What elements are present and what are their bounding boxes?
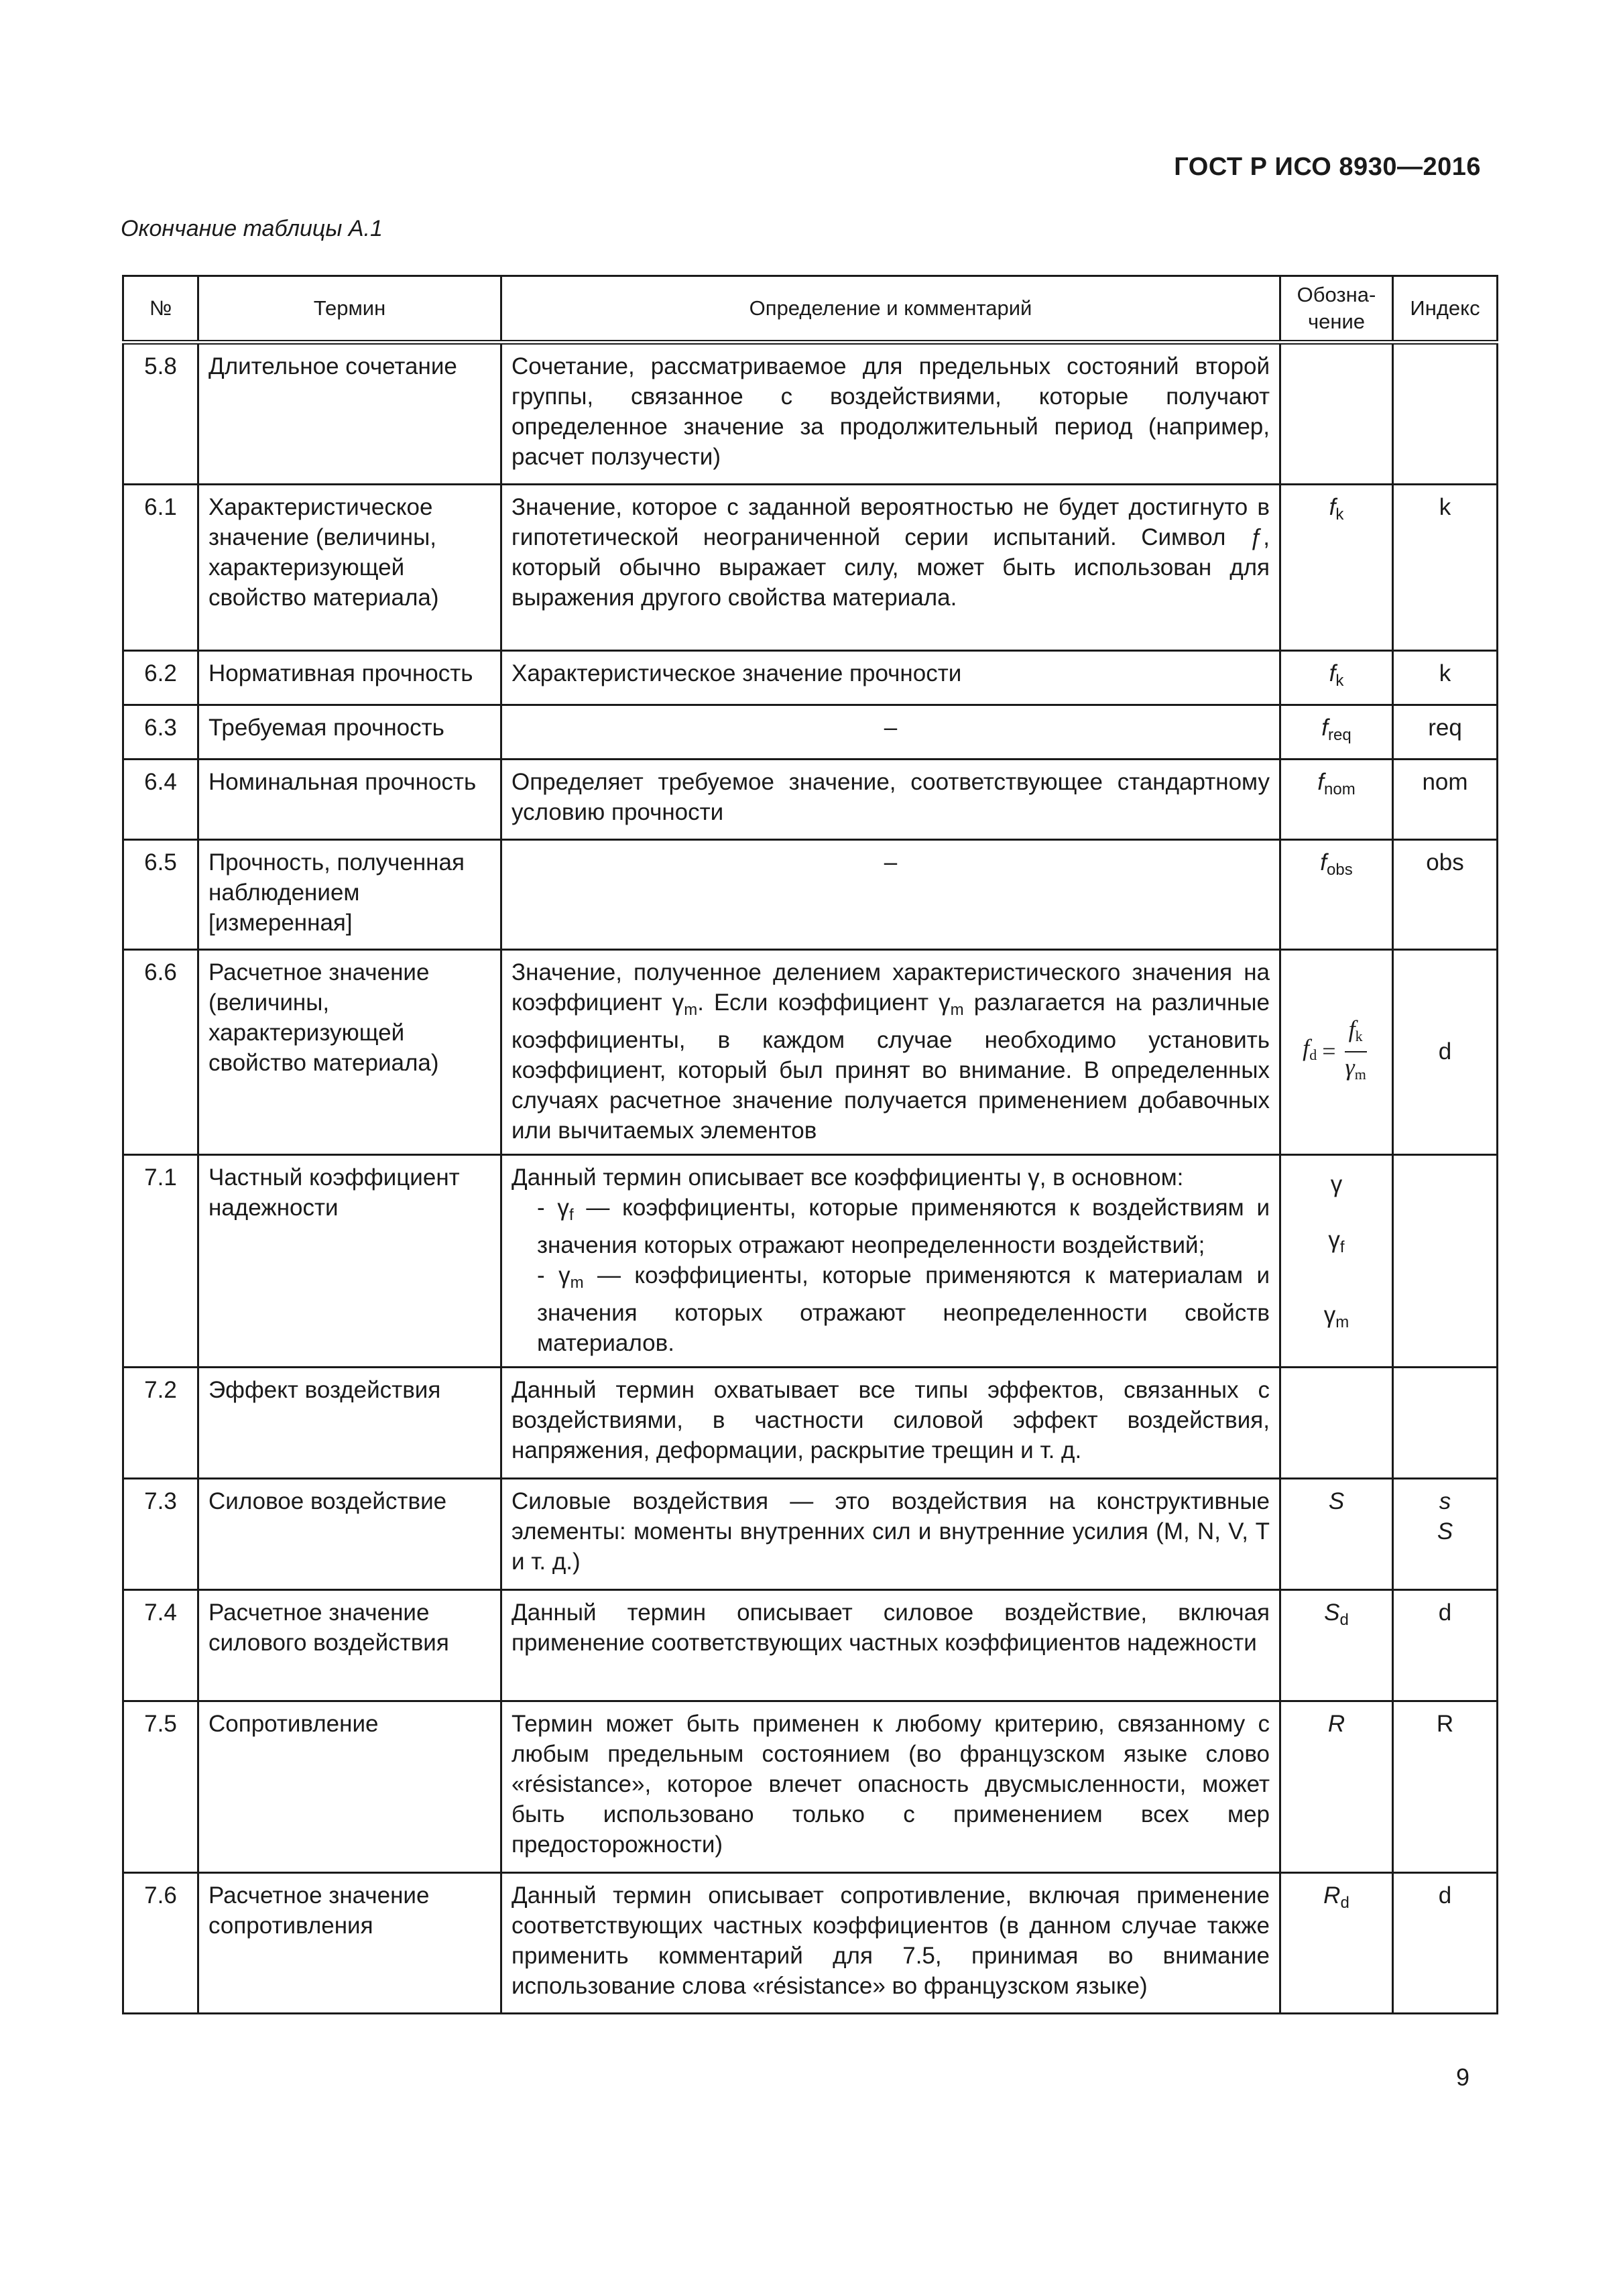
row-index: req [1393,705,1498,760]
definition-list-item [512,1260,1270,1358]
row-index: d [1393,1873,1498,2014]
row-index: nom [1393,760,1498,840]
symbol-base: f [1329,660,1336,686]
table-row [123,1368,1498,1479]
symbol-spacer [1284,1262,1389,1300]
row-number: 6.3 [123,705,198,760]
denominator-base: γ [1345,1053,1355,1081]
row-definition: – [501,840,1280,950]
list-item-prefix: - γ [537,1262,570,1288]
symbol-base: f [1320,849,1327,875]
numerator-subscript: k [1355,1027,1363,1044]
table-header-row [123,276,1498,343]
definition-text: . Если коэффициент γ [697,989,951,1016]
symbol-subscript: req [1328,726,1351,744]
row-symbol [1280,1873,1393,2014]
row-index: obs [1393,840,1498,950]
symbol-base: f [1317,769,1325,795]
row-index: d [1393,1590,1498,1701]
table-row [123,705,1498,760]
symbol-subscript: d [1340,1894,1349,1912]
definition-text: разлагается на различные коэффициенты, в каждом случае необходимо установить коэффициент, который был принят во внимание. В определенных случаях расчетное значение получается применением добавочных или вычитаемых элементов [512,989,1270,1144]
row-number: 6.4 [123,760,198,840]
symbol-subscript: k [1335,505,1344,524]
list-item-text: — коэффициенты, которые применяются к воздействиям и значения которых отражают неопределенности воздействий; [537,1195,1270,1258]
column-header-definition: Определение и комментарий [501,276,1280,343]
definition-intro: Данный термин описывает все коэффициенты γ, в основном: [512,1164,1184,1191]
row-index: k [1393,651,1498,705]
row-index: k [1393,485,1498,651]
row-term: Эффект воздействия [198,1368,501,1479]
document-designation: ГОСТ Р ИСО 8930—2016 [1174,153,1481,181]
formula-fraction [1341,1016,1370,1088]
row-definition: Данный термин описывает силовое воздействие, включая применение соответствующих частных коэффициентов надежности [501,1590,1280,1701]
row-number: 7.4 [123,1590,198,1701]
table-caption: Окончание таблицы А.1 [121,216,383,241]
row-symbol [1280,651,1393,705]
definition-subscript: m [684,1001,698,1019]
table-row [123,485,1498,651]
table-row [123,760,1498,840]
row-definition: Сочетание, рассматриваемое для предельных состояний второй группы, связанное с воздействиями, которые получают определенное значение за продолжительный период (например, расчет ползучести) [501,343,1280,485]
formula-lhs: f [1303,1034,1310,1061]
row-term: Прочность, полученная наблюдением [измеренная] [198,840,501,950]
column-header-symbol-line1: Обозна- [1297,283,1376,306]
row-definition: Термин может быть применен к любому критерию, связанному с любым предельным состоянием (во французском языке слово «résistance», которое влечет опасность двусмысленности, может быть использовано только с применением всех мер предосторожности) [501,1701,1280,1873]
symbol-base: R [1327,1711,1345,1737]
design-value-formula [1303,1016,1370,1088]
symbol-base: γ [1323,1302,1336,1328]
row-definition: Данный термин охватывает все типы эффектов, связанных с воздействиями, в частности силовой эффект воздействия, напряжения, деформации, раскрытие трещин и т. д. [501,1368,1280,1479]
symbol-base: f [1329,494,1336,520]
column-header-symbol-line2: чение [1307,310,1366,333]
column-header-symbol [1280,276,1393,343]
terms-table [122,275,1498,2014]
row-symbol [1280,760,1393,840]
column-header-num: № [123,276,198,343]
row-symbol [1280,1590,1393,1701]
row-definition: – [501,705,1280,760]
formula-denominator [1341,1052,1370,1088]
row-definition: Силовые воздействия — это воздействия на конструктивные элементы: моменты внутренних сил и внутренние усилия (M, N, V, T и т. д.) [501,1479,1280,1590]
row-number: 7.1 [123,1155,198,1368]
row-number: 6.6 [123,950,198,1155]
row-index [1393,1368,1498,1479]
symbol-base: γ [1328,1227,1340,1253]
symbol-gamma-f [1284,1225,1389,1262]
symbol-subscript: nom [1324,780,1356,798]
row-definition: Характеристическое значение прочности [501,651,1280,705]
row-index: R [1393,1701,1498,1873]
symbol-subscript: m [1335,1313,1349,1331]
list-item-prefix: - γ [537,1195,569,1221]
row-number: 5.8 [123,343,198,485]
row-number: 7.2 [123,1368,198,1479]
numerator-base: f [1348,1015,1356,1042]
table-row [123,1701,1498,1873]
row-symbol [1280,840,1393,950]
symbol-base: S [1328,1488,1345,1514]
row-definition [501,1155,1280,1368]
row-term: Частный коэффициент надежности [198,1155,501,1368]
row-definition: Значение, которое с заданной вероятностью не будет достигнуто в гипотетической неограниченной серии испытаний. Символ ƒ, который обычно выражает силу, может быть использован для выражения другого свойства материала. [501,485,1280,651]
symbol-subscript: f [1339,1238,1345,1256]
list-item-subscript: f [568,1206,574,1224]
symbol-base: f [1321,715,1329,741]
list-item-text: — коэффициенты, которые применяются к материалам и значения которых отражают неопределенности свойств материалов. [537,1262,1270,1356]
row-number: 7.3 [123,1479,198,1590]
row-term: Номинальная прочность [198,760,501,840]
row-number: 7.6 [123,1873,198,2014]
table-row [123,1590,1498,1701]
page-number: 9 [1456,2063,1470,2091]
denominator-subscript: m [1354,1065,1366,1083]
column-header-index: Индекс [1393,276,1498,343]
definition-list-item [512,1193,1270,1260]
row-index: d [1393,950,1498,1155]
formula-equals: = [1322,1038,1336,1065]
row-symbol [1280,485,1393,651]
row-term: Длительное сочетание [198,343,501,485]
index-line: S [1437,1518,1453,1545]
row-definition: Определяет требуемое значение, соответствующее стандартному условию прочности [501,760,1280,840]
symbol-subscript: obs [1327,861,1353,879]
definition-text: Значение, полученное делением характеристического значения на коэффициент γ [512,959,1270,1016]
row-term: Расчетное значение сопротивления [198,1873,501,2014]
row-symbol [1280,705,1393,760]
symbol-base: R [1323,1882,1341,1909]
row-symbol [1280,1701,1393,1873]
row-term: Характеристическое значение (величины, характеризующей свойство материала) [198,485,501,651]
definition-subscript: m [950,1001,964,1019]
row-symbol [1280,1368,1393,1479]
row-term: Требуемая прочность [198,705,501,760]
index-line: s [1439,1488,1451,1514]
row-symbol [1280,1155,1393,1368]
table-row [123,1479,1498,1590]
row-term: Силовое воздействие [198,1479,501,1590]
symbol-gamma: γ [1330,1171,1343,1197]
row-number: 7.5 [123,1701,198,1873]
row-index [1393,1155,1498,1368]
row-number: 6.5 [123,840,198,950]
row-term: Сопротивление [198,1701,501,1873]
column-header-term: Термин [198,276,501,343]
table-row [123,840,1498,950]
row-term: Нормативная прочность [198,651,501,705]
row-symbol [1280,950,1393,1155]
formula-numerator [1345,1016,1367,1052]
row-definition: Данный термин описывает сопротивление, включая применение соответствующих частных коэффициентов (в данном случае также применить комментарий для 7.5, принимая во внимание использование слова «résistance» во французском языке) [501,1873,1280,2014]
table-row [123,343,1498,485]
symbol-spacer [1284,1199,1389,1225]
table-row [123,1873,1498,2014]
row-term: Расчетное значение (величины, характеризующей свойство материала) [198,950,501,1155]
symbol-base: S [1324,1599,1340,1626]
symbol-subscript: k [1335,672,1344,690]
symbol-subscript: d [1339,1611,1349,1629]
row-index [1393,1479,1498,1590]
row-number: 6.2 [123,651,198,705]
row-index [1393,343,1498,485]
formula-lhs-subscript: d [1309,1046,1317,1063]
table-row [123,950,1498,1155]
table-row [123,1155,1498,1368]
table-row [123,651,1498,705]
row-symbol [1280,343,1393,485]
row-symbol [1280,1479,1393,1590]
row-number: 6.1 [123,485,198,651]
row-definition [501,950,1280,1155]
row-term: Расчетное значение силового воздействия [198,1590,501,1701]
symbol-gamma-m [1284,1300,1389,1337]
list-item-subscript: m [570,1274,584,1292]
